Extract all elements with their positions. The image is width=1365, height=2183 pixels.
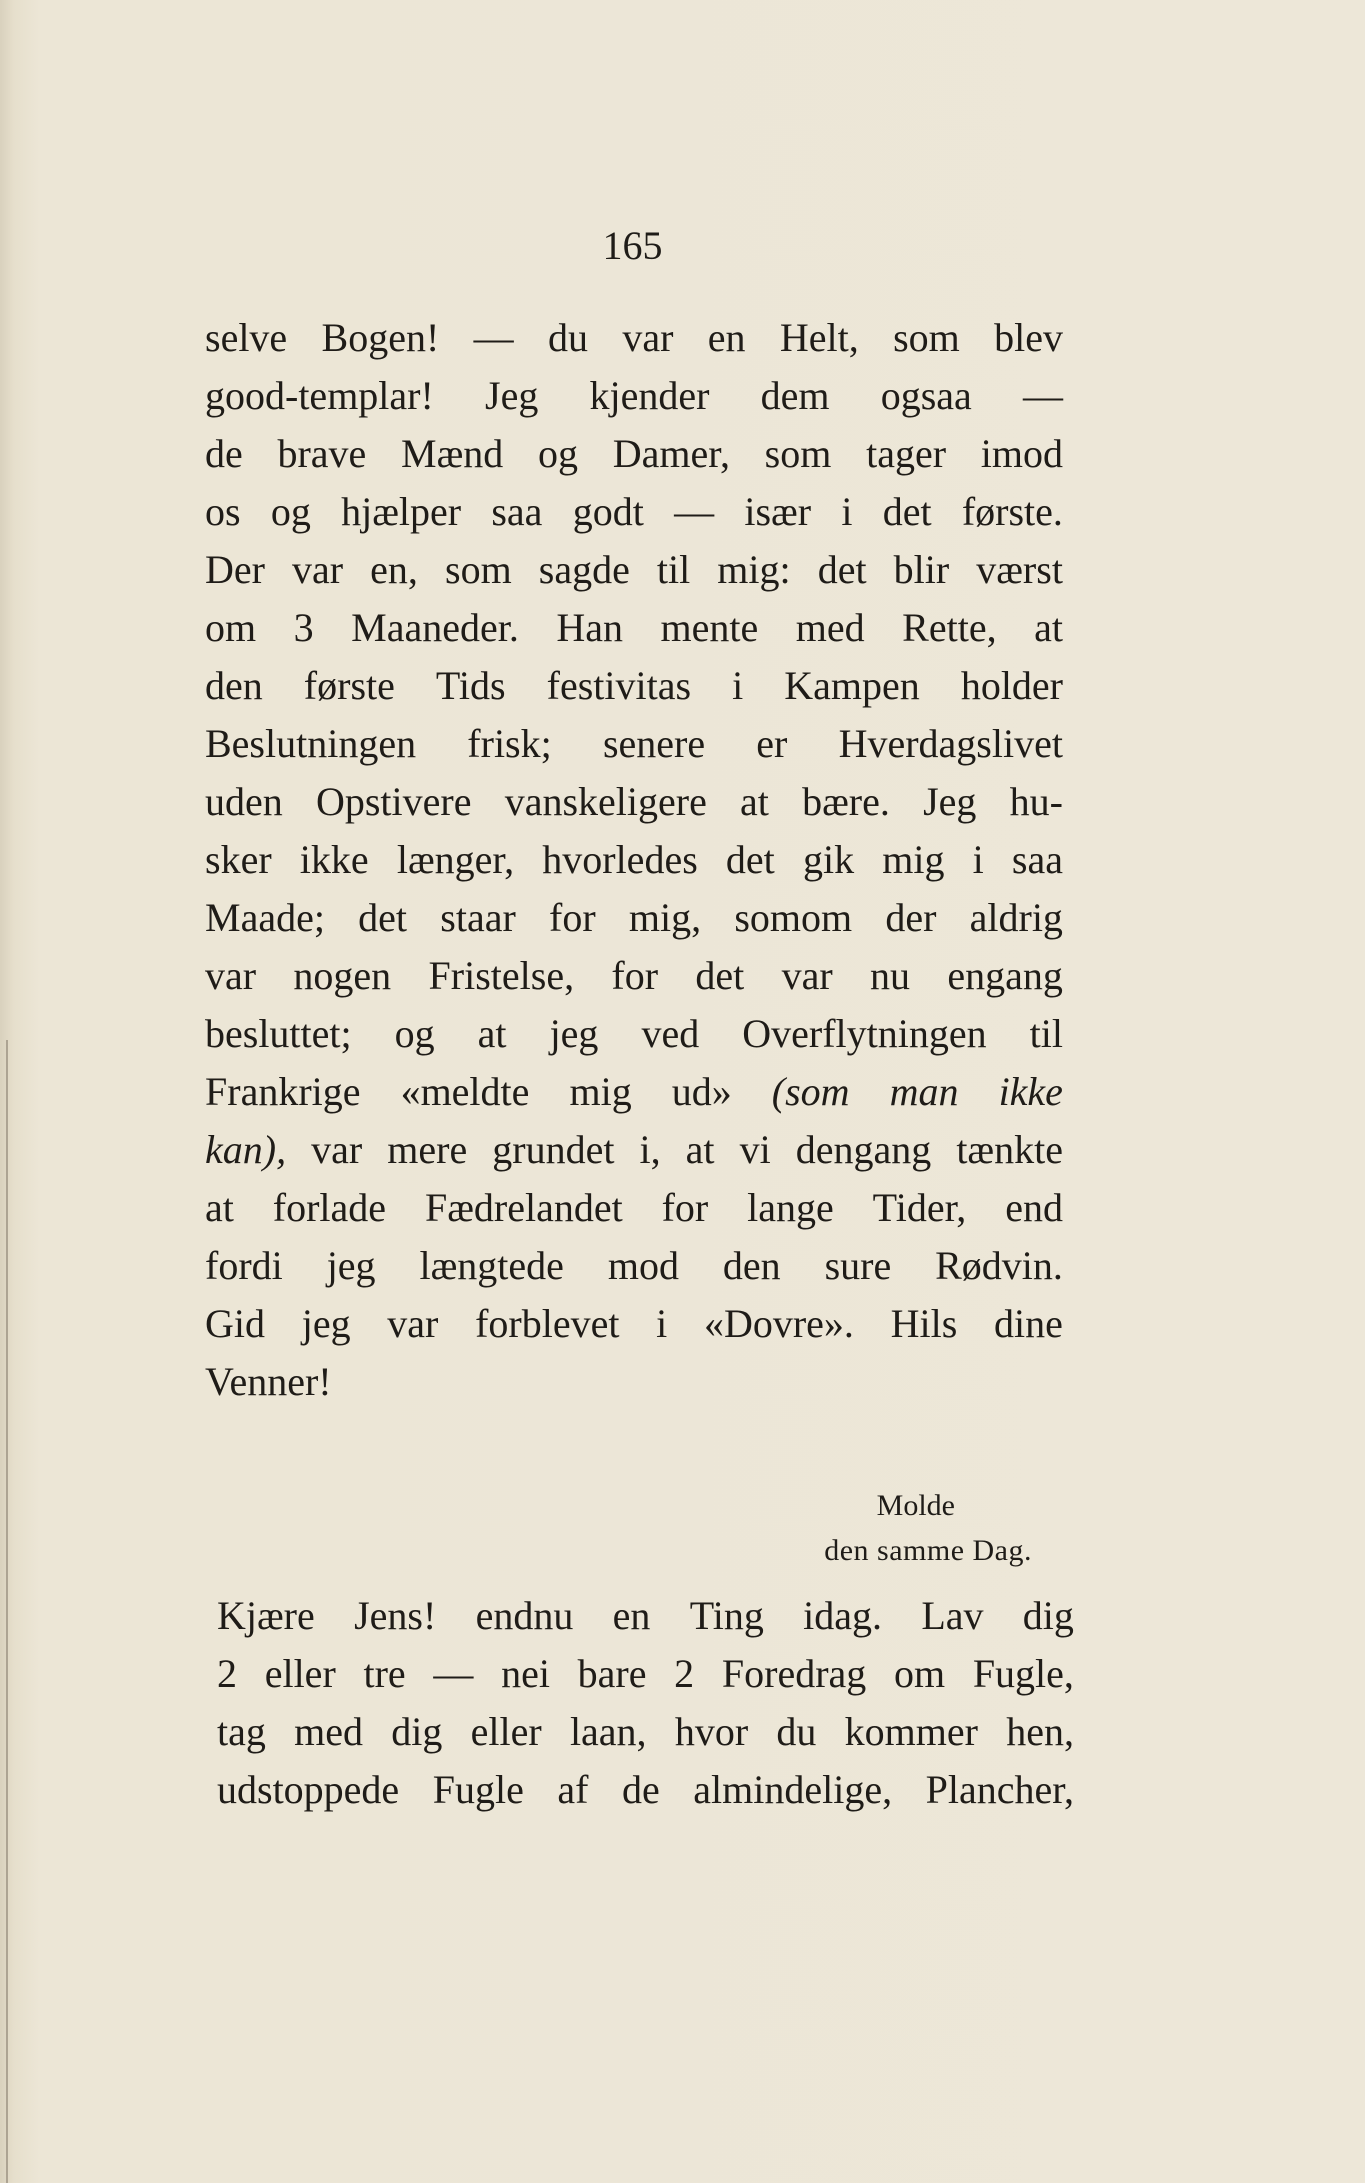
- word: kjender: [589, 373, 710, 418]
- word: vi: [739, 1127, 771, 1172]
- word: man: [889, 1069, 959, 1114]
- word: good-templar!: [205, 373, 434, 418]
- word: Lav: [921, 1593, 984, 1638]
- word: Fugle,: [972, 1651, 1074, 1696]
- word: senere: [602, 721, 706, 766]
- text-line: [205, 889, 1063, 947]
- word: Jeg: [485, 373, 539, 418]
- word: besluttet;: [205, 1011, 352, 1056]
- word: i: [841, 489, 853, 534]
- word: Fristelse,: [428, 953, 575, 998]
- word: brave: [277, 431, 367, 476]
- word: almindelige,: [693, 1767, 893, 1812]
- word: Damer,: [612, 431, 730, 476]
- word: af: [557, 1767, 589, 1812]
- word: at: [685, 1127, 715, 1172]
- word: Helt,: [779, 315, 859, 360]
- word: festivitas: [546, 663, 692, 708]
- word: dig: [1022, 1593, 1074, 1638]
- text-line: [205, 425, 1063, 483]
- word: imod: [980, 431, 1063, 476]
- word: Jeg: [923, 779, 977, 824]
- word: Beslutningen: [205, 721, 417, 766]
- word: udstoppede: [217, 1767, 400, 1812]
- word: Venner!: [205, 1359, 332, 1404]
- word: mig: [569, 1069, 632, 1114]
- word: holder: [960, 663, 1063, 708]
- text-line: [205, 1179, 1063, 1237]
- word: mere: [387, 1127, 468, 1172]
- text-line: [217, 1761, 1074, 1819]
- letter-body-2: [217, 1587, 1074, 1819]
- text-line: [217, 1587, 1074, 1645]
- word: det: [882, 489, 932, 534]
- text-line: [205, 715, 1063, 773]
- word: mig: [882, 837, 945, 882]
- word: og: [270, 489, 311, 534]
- word: det: [725, 837, 775, 882]
- word: —: [473, 315, 514, 360]
- text-line: [205, 1353, 1063, 1411]
- word: til: [656, 547, 691, 592]
- word: aldrig: [969, 895, 1063, 940]
- word: at: [1034, 605, 1063, 650]
- word: dine: [994, 1301, 1063, 1346]
- word: Hverdagslivet: [838, 721, 1063, 766]
- word: der: [885, 895, 937, 940]
- word: endnu: [475, 1593, 574, 1638]
- word: med: [795, 605, 865, 650]
- word: 2: [674, 1651, 695, 1696]
- word: sure: [824, 1243, 892, 1288]
- word: de: [205, 431, 243, 476]
- word: som: [893, 315, 960, 360]
- text-line: [205, 1121, 1063, 1179]
- word: værst: [976, 547, 1063, 592]
- word: —: [674, 489, 715, 534]
- word: jeg: [326, 1243, 376, 1288]
- word: mente: [660, 605, 759, 650]
- letter-date: den samme Dag.: [824, 1534, 1032, 1567]
- word: end: [1005, 1185, 1063, 1230]
- text-line: [205, 541, 1063, 599]
- word: dengang: [795, 1127, 932, 1172]
- word: nogen: [293, 953, 392, 998]
- word: at: [477, 1011, 507, 1056]
- word: Opstivere: [315, 779, 472, 824]
- word: især: [744, 489, 812, 534]
- word: Gid: [205, 1301, 265, 1346]
- text-line: [205, 657, 1063, 715]
- word: Frankrige: [205, 1069, 361, 1114]
- word: —: [433, 1651, 474, 1696]
- word: jeg: [301, 1301, 351, 1346]
- word: at: [740, 779, 769, 824]
- word: Bogen!: [321, 315, 440, 360]
- word: sker: [205, 837, 272, 882]
- word: ikke: [299, 837, 369, 882]
- word: Han: [556, 605, 624, 650]
- letter-place: Molde: [876, 1489, 955, 1522]
- word: blev: [994, 315, 1063, 360]
- word: fordi: [205, 1243, 283, 1288]
- word: var: [387, 1301, 439, 1346]
- word: var: [311, 1127, 363, 1172]
- word: staar: [440, 895, 516, 940]
- word: længtede: [419, 1243, 564, 1288]
- word: ud»: [671, 1069, 732, 1114]
- text-line: [205, 831, 1063, 889]
- text-line: [205, 1005, 1063, 1063]
- word: for: [611, 953, 659, 998]
- word: saa: [1011, 837, 1063, 882]
- word: en,: [370, 547, 418, 592]
- word: en: [707, 315, 746, 360]
- word: Ting: [689, 1593, 764, 1638]
- word: og: [538, 431, 578, 476]
- word: den: [205, 663, 263, 708]
- text-line: [217, 1645, 1074, 1703]
- word: Tids: [435, 663, 506, 708]
- text-line: [205, 367, 1063, 425]
- word: Rødvin.: [935, 1243, 1063, 1288]
- word: Der: [205, 547, 265, 592]
- word: for: [549, 895, 596, 940]
- word: hen,: [1006, 1709, 1074, 1754]
- word: blir: [893, 547, 950, 592]
- word: om: [893, 1651, 946, 1696]
- word: vanskeligere: [504, 779, 707, 824]
- word: første.: [961, 489, 1063, 534]
- word: 2: [217, 1651, 237, 1696]
- word: ved: [641, 1011, 700, 1056]
- word: ikke: [998, 1069, 1063, 1114]
- word: at: [205, 1185, 234, 1230]
- word: Maaneder.: [351, 605, 519, 650]
- word: tre: [363, 1651, 406, 1696]
- word: tænkte: [956, 1127, 1063, 1172]
- word: Rette,: [902, 605, 997, 650]
- word: var: [205, 953, 257, 998]
- text-line: [205, 1063, 1063, 1121]
- word: til: [1029, 1011, 1063, 1056]
- word: i,: [639, 1127, 661, 1172]
- text-line: [205, 599, 1063, 657]
- word: en: [612, 1593, 651, 1638]
- word: Overflytningen: [742, 1011, 987, 1056]
- word: Maade;: [205, 895, 325, 940]
- word: Kjære: [217, 1593, 315, 1638]
- word: ogsaa: [880, 373, 972, 418]
- word: de: [621, 1767, 660, 1812]
- word: eller: [264, 1651, 336, 1696]
- word: kan),: [205, 1127, 287, 1172]
- word: «Dovre».: [703, 1301, 854, 1346]
- word: kommer: [844, 1709, 978, 1754]
- word: dig: [391, 1709, 443, 1754]
- word: var: [292, 547, 344, 592]
- text-line: [205, 947, 1063, 1005]
- text-line: [205, 1295, 1063, 1353]
- word: forblevet: [475, 1301, 620, 1346]
- word: første: [303, 663, 395, 708]
- word: dem: [760, 373, 830, 418]
- word: længer,: [396, 837, 515, 882]
- word: var: [622, 315, 674, 360]
- word: tager: [866, 431, 947, 476]
- word: nei: [501, 1651, 550, 1696]
- word: det: [358, 895, 408, 940]
- word: mod: [607, 1243, 679, 1288]
- word: gik: [802, 837, 855, 882]
- word: mig:: [717, 547, 791, 592]
- word: om: [205, 605, 257, 650]
- word: «meldte: [400, 1069, 530, 1114]
- word: du: [547, 315, 588, 360]
- word: Fædrelandet: [424, 1185, 623, 1230]
- text-line: [205, 309, 1063, 367]
- word: selve: [205, 315, 288, 360]
- word: hvor: [674, 1709, 749, 1754]
- word: Kampen: [784, 663, 920, 708]
- word: lange: [747, 1185, 834, 1230]
- word: Tider,: [872, 1185, 967, 1230]
- word: (som: [771, 1069, 850, 1114]
- word: engang: [947, 953, 1063, 998]
- word: somom: [734, 895, 853, 940]
- word: i: [656, 1301, 668, 1346]
- word: det: [817, 547, 867, 592]
- word: idag.: [803, 1593, 883, 1638]
- word: du: [776, 1709, 817, 1754]
- letter-body-1: [205, 309, 1063, 1411]
- word: 3: [293, 605, 314, 650]
- word: var: [781, 953, 833, 998]
- word: jeg: [549, 1011, 599, 1056]
- word: og: [394, 1011, 435, 1056]
- word: mig,: [628, 895, 702, 940]
- word: os: [205, 489, 241, 534]
- word: hvorledes: [542, 837, 698, 882]
- word: som: [445, 547, 512, 592]
- word: saa: [491, 489, 543, 534]
- word: det: [695, 953, 745, 998]
- text-line: [205, 483, 1063, 541]
- word: uden: [205, 779, 283, 824]
- word: bare: [577, 1651, 647, 1696]
- word: tag: [217, 1709, 266, 1754]
- word: bære.: [802, 779, 890, 824]
- binding-edge: [6, 1040, 8, 2183]
- text-line: [217, 1703, 1074, 1761]
- word: den: [722, 1243, 781, 1288]
- word: —: [1022, 373, 1063, 418]
- word: eller: [470, 1709, 542, 1754]
- text-line: [205, 1237, 1063, 1295]
- word: for: [661, 1185, 709, 1230]
- word: grundet: [492, 1127, 615, 1172]
- word: som: [764, 431, 832, 476]
- word: godt: [572, 489, 644, 534]
- word: nu: [870, 953, 911, 998]
- word: i: [732, 663, 744, 708]
- word: i: [972, 837, 984, 882]
- word: Plancher,: [925, 1767, 1074, 1812]
- word: laan,: [569, 1709, 647, 1754]
- word: sagde: [538, 547, 630, 592]
- word: Hils: [890, 1301, 958, 1346]
- word: med: [294, 1709, 363, 1754]
- word: Mænd: [401, 431, 504, 476]
- word: er: [756, 721, 788, 766]
- text-line: [205, 773, 1063, 831]
- word: Jens!: [354, 1593, 437, 1638]
- word: hu-: [1009, 779, 1063, 824]
- word: Fugle: [432, 1767, 524, 1812]
- page-number: 165: [602, 223, 663, 268]
- word: frisk;: [467, 721, 552, 766]
- word: forlade: [272, 1185, 387, 1230]
- word: hjælper: [341, 489, 462, 534]
- word: Foredrag: [721, 1651, 867, 1696]
